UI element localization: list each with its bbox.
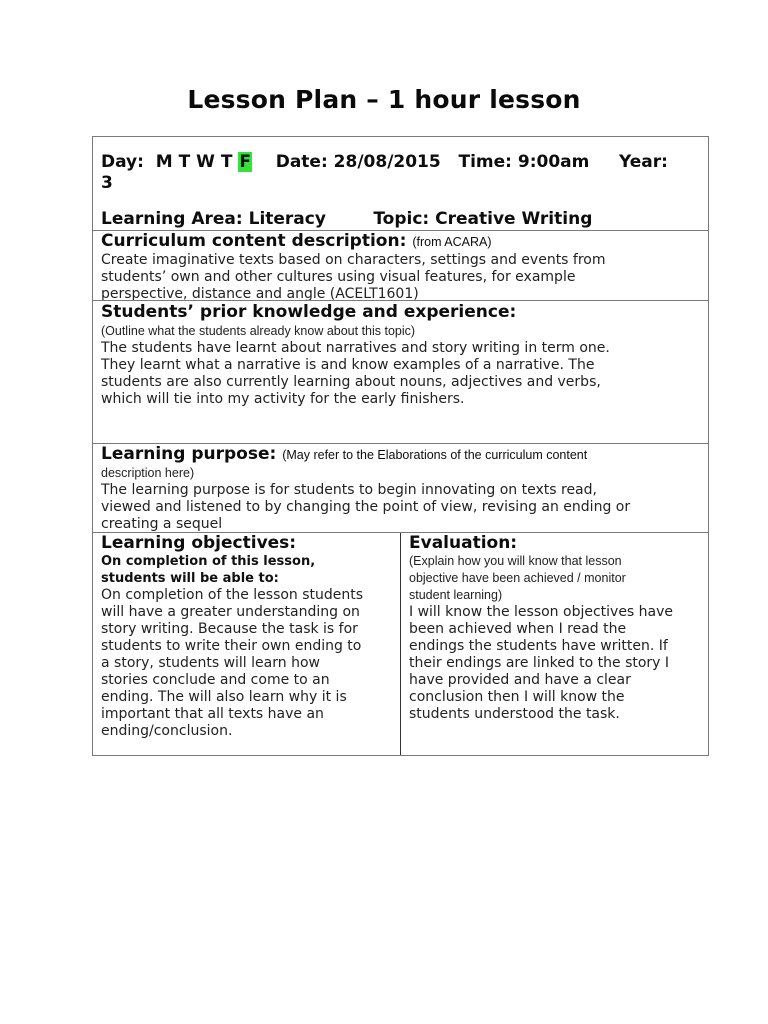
page-title: Lesson Plan – 1 hour lesson <box>187 85 581 114</box>
curriculum-heading-line <box>101 232 700 252</box>
day-option-tuesday: T <box>178 152 191 172</box>
curriculum-heading: Curriculum content description: <box>101 231 407 251</box>
evaluation-line: their endings are linked to the story I <box>409 655 670 671</box>
date-label: Date: <box>275 152 328 172</box>
day-option-thursday: T <box>220 152 233 172</box>
learning-objectives-subheading: On completion of this lesson, <box>101 554 316 569</box>
learning-objectives-line: will have a greater understanding on <box>101 604 360 620</box>
prior-knowledge-line: The students have learnt about narratives and story writing in term one. <box>101 340 610 356</box>
learning-objectives-line: ending/conclusion. <box>101 723 233 739</box>
topic-label: Topic: <box>373 209 430 229</box>
learning-purpose-heading-line <box>101 445 700 465</box>
learning-area-value: Literacy <box>248 209 326 229</box>
evaluation-note: (Explain how you will know that lesson <box>409 554 622 568</box>
lesson-plan-table <box>92 136 709 756</box>
prior-knowledge-line: students are also currently learning about nouns, adjectives and verbs, <box>101 374 601 390</box>
learning-purpose-line: creating a sequel <box>101 516 223 532</box>
year-value: 3 <box>101 173 113 193</box>
year-label: Year: <box>618 152 668 172</box>
learning-objectives-line: stories conclude and come to an <box>101 672 330 688</box>
curriculum-row <box>93 231 708 301</box>
header-info-row <box>93 137 708 231</box>
topic-value: Creative Writing <box>435 209 593 229</box>
date-value: 28/08/2015 <box>333 152 441 172</box>
day-option-friday-selected: F <box>239 152 252 172</box>
learning-purpose-line: The learning purpose is for students to begin innovating on texts read, <box>101 482 597 498</box>
prior-knowledge-row <box>93 301 708 444</box>
learning-objectives-line: students to write their own ending to <box>101 638 362 654</box>
evaluation-line: I will know the lesson objectives have <box>409 604 674 620</box>
prior-knowledge-heading: Students’ prior knowledge and experience: <box>101 302 517 322</box>
learning-purpose-row <box>93 444 708 533</box>
learning-purpose-heading: Learning purpose: <box>101 444 277 464</box>
day-option-wednesday: W <box>196 152 215 172</box>
learning-objectives-cell <box>93 533 401 755</box>
objectives-evaluation-row <box>93 533 708 755</box>
learning-objectives-line: story writing. Because the task is for <box>101 621 358 637</box>
curriculum-line: Create imaginative texts based on characters, settings and events from <box>101 252 606 268</box>
evaluation-cell <box>401 533 708 755</box>
curriculum-line: students’ own and other cultures using visual features, for example <box>101 269 576 285</box>
learning-objectives-line: On completion of the lesson students <box>101 587 364 603</box>
area-topic-line <box>101 209 700 230</box>
evaluation-line: have provided and have a clear <box>409 672 631 688</box>
curriculum-note: (from ACARA) <box>412 235 492 249</box>
learning-area-label: Learning Area: <box>101 209 243 229</box>
learning-objectives-line: a story, students will learn how <box>101 655 320 671</box>
learning-purpose-note-continued: description here) <box>101 466 195 480</box>
learning-purpose-note: (May refer to the Elaborations of the curriculum content <box>282 448 588 462</box>
curriculum-line: perspective, distance and angle (ACELT1601) <box>101 286 419 301</box>
evaluation-heading: Evaluation: <box>409 533 518 553</box>
day-label: Day: <box>101 152 144 172</box>
prior-knowledge-line: They learnt what a narrative is and know examples of a narrative. The <box>101 357 595 373</box>
evaluation-line: students understood the task. <box>409 706 620 722</box>
prior-knowledge-note: (Outline what the students already know about this topic) <box>101 324 416 338</box>
day-date-time-line <box>101 152 700 173</box>
evaluation-note: objective have been achieved / monitor <box>409 571 626 585</box>
learning-purpose-line: viewed and listened to by changing the point of view, revising an ending or <box>101 499 631 515</box>
prior-knowledge-line: which will tie into my activity for the early finishers. <box>101 391 465 407</box>
learning-objectives-heading: Learning objectives: <box>101 533 297 553</box>
learning-objectives-line: ending. The will also learn why it is <box>101 689 347 705</box>
time-value: 9:00am <box>517 152 590 172</box>
learning-objectives-line: important that all texts have an <box>101 706 324 722</box>
evaluation-line: been achieved when I read the <box>409 621 627 637</box>
evaluation-line: endings the students have written. If <box>409 638 668 654</box>
evaluation-note: student learning) <box>409 588 503 602</box>
learning-objectives-subheading: students will be able to: <box>101 571 279 586</box>
day-option-monday: M <box>155 152 173 172</box>
time-label: Time: <box>458 152 512 172</box>
evaluation-line: conclusion then I will know the <box>409 689 625 705</box>
